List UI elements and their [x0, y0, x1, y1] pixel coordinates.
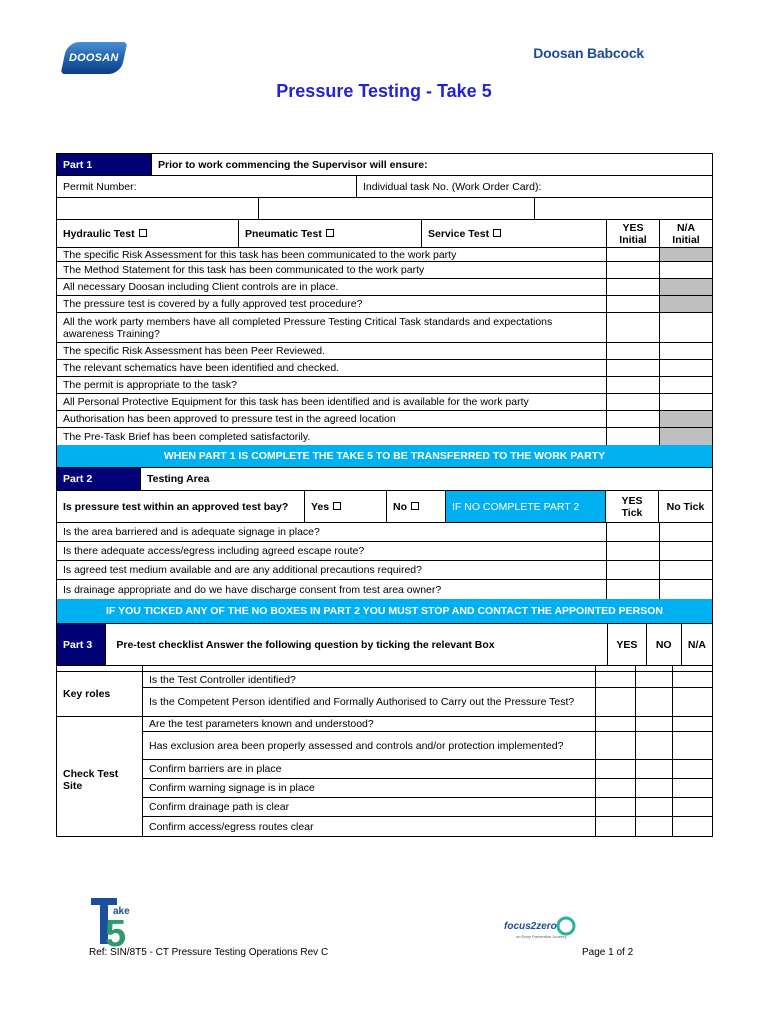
svg-text:5: 5 — [105, 913, 127, 948]
part2-item-row — [57, 580, 712, 599]
na-initial-cell[interactable] — [660, 360, 712, 376]
brand-name: Doosan Babcock — [533, 45, 644, 61]
na-cell[interactable] — [673, 817, 712, 836]
part3-header — [57, 624, 712, 666]
spacer — [636, 666, 673, 671]
no-cell[interactable] — [636, 688, 673, 716]
yes-cell[interactable] — [596, 760, 636, 778]
yes-tick-cell[interactable] — [607, 561, 660, 579]
part2-item-text: Is agreed test medium available and are any additional precautions required? — [57, 561, 607, 579]
yes-cell[interactable] — [596, 732, 636, 759]
part3-item-row — [143, 688, 712, 716]
part3-item-row — [143, 672, 712, 688]
na-cell[interactable] — [673, 798, 712, 816]
part2-header — [57, 468, 712, 491]
part2-item-text: Is the area barriered and is adequate signage in place? — [57, 523, 607, 541]
na-initial-cell — [660, 296, 712, 312]
part1-item-row — [57, 248, 712, 262]
yes-tick-header: YES Tick — [606, 491, 659, 522]
task-number-field[interactable] — [535, 198, 712, 219]
part3-item-row — [143, 817, 712, 836]
no-cell[interactable] — [636, 779, 673, 797]
part1-item-row — [57, 428, 712, 445]
focus2zero-logo — [504, 913, 576, 941]
yes-initial-cell[interactable] — [607, 428, 660, 445]
yes-cell[interactable] — [596, 672, 636, 687]
part1-item-row — [57, 411, 712, 428]
yes-cell[interactable] — [596, 798, 636, 816]
yes-label: Yes — [311, 500, 330, 513]
part1-item-row — [57, 279, 712, 296]
part2-item-row — [57, 523, 712, 542]
yes-tick-cell[interactable] — [607, 580, 660, 599]
part3-item-row — [143, 760, 712, 779]
na-cell[interactable] — [673, 672, 712, 687]
na-initial-cell[interactable] — [660, 262, 712, 278]
part3-heading: Pre-test checklist Answer the following question by ticking the relevant Box — [106, 624, 608, 665]
part2-items — [57, 523, 712, 599]
na-cell[interactable] — [673, 717, 712, 731]
no-cell[interactable] — [636, 760, 673, 778]
no-cell[interactable] — [636, 732, 673, 759]
yes-cell[interactable] — [596, 779, 636, 797]
part3-item-text: Is the Competent Person identified and Formally Authorised to Carry out the Pressure Test? — [143, 688, 596, 716]
part3-item-text: Are the test parameters known and understood? — [143, 717, 596, 731]
part3-label: Part 3 — [57, 624, 106, 665]
part1-item-text: The Pre-Task Brief has been completed satisfactorily. — [57, 428, 607, 445]
spacer — [673, 666, 712, 671]
spacer — [57, 666, 143, 671]
service-test-label: Service Test — [428, 227, 490, 240]
part1-label: Part 1 — [57, 154, 152, 175]
part3-item-row — [143, 798, 712, 817]
no-tick-cell[interactable] — [660, 542, 712, 560]
part1-item-text: The specific Risk Assessment has been Peer Reviewed. — [57, 343, 607, 359]
part1-item-row — [57, 313, 712, 343]
approved-bay-no[interactable] — [387, 491, 446, 522]
na-initial-cell[interactable] — [660, 394, 712, 410]
yes-initial-cell[interactable] — [607, 262, 660, 278]
part2-label: Part 2 — [57, 468, 141, 490]
yes-initial-cell[interactable] — [607, 360, 660, 376]
yes-cell[interactable] — [596, 717, 636, 731]
if-no-complete-part2: IF NO COMPLETE PART 2 — [446, 491, 606, 522]
no-tick-cell[interactable] — [660, 580, 712, 599]
yes-initial-cell[interactable] — [607, 313, 660, 342]
part1-items — [57, 248, 712, 445]
approved-bay-question: Is pressure test within an approved test bay? — [57, 491, 305, 522]
key-roles-label: Key roles — [57, 672, 143, 716]
part1-item-row — [57, 394, 712, 411]
no-cell[interactable] — [636, 672, 673, 687]
document-reference: Ref: SIN/8T5 - CT Pressure Testing Operations Rev C — [89, 947, 329, 958]
yes-initial-cell[interactable] — [607, 394, 660, 410]
part1-item-row — [57, 360, 712, 377]
part2-banner: IF YOU TICKED ANY OF THE NO BOXES IN PART 2 YOU MUST STOP AND CONTACT THE APPOINTED PERSON — [57, 599, 712, 623]
no-tick-cell[interactable] — [660, 561, 712, 579]
permit-row — [57, 176, 712, 198]
yes-initial-cell[interactable] — [607, 377, 660, 393]
na-initial-cell[interactable] — [660, 343, 712, 359]
focus2zero-logo-subtext: on Entry Prevention Journey — [516, 934, 567, 939]
checkbox-icon[interactable] — [493, 229, 501, 237]
na-cell[interactable] — [673, 760, 712, 778]
part3-item-row — [143, 717, 712, 732]
spacer — [596, 666, 636, 671]
no-cell[interactable] — [636, 717, 673, 731]
na-cell[interactable] — [673, 779, 712, 797]
permit-number-label: Permit Number: — [57, 176, 357, 197]
part2-item-row — [57, 561, 712, 580]
part1-header — [57, 154, 712, 176]
no-tick-header: No Tick — [666, 500, 705, 513]
part1-item-row — [57, 343, 712, 360]
approved-bay-row — [57, 491, 712, 523]
key-roles-items — [143, 672, 712, 716]
yes-initial-cell[interactable] — [607, 296, 660, 312]
yes-tick-cell[interactable] — [607, 542, 660, 560]
part1-item-row — [57, 262, 712, 279]
checkbox-icon[interactable] — [139, 229, 147, 237]
part3-item-text: Has exclusion area been properly assessed and controls and/or protection implemented? — [143, 732, 596, 759]
part1-item-text: All Personal Protective Equipment for this task has been identified and is available for the work party — [57, 394, 607, 410]
part3-item-text: Confirm warning signage is in place — [143, 779, 596, 797]
yes-cell[interactable] — [596, 817, 636, 836]
part1-item-row — [57, 296, 712, 313]
checkbox-icon[interactable] — [326, 229, 334, 237]
check-site-label: Check Test Site — [57, 717, 143, 836]
yes-initial-cell[interactable] — [607, 343, 660, 359]
na-cell[interactable] — [673, 732, 712, 759]
take5-form — [56, 153, 713, 837]
focus2zero-logo-text: focus2zero — [504, 921, 557, 932]
key-roles-group — [57, 672, 712, 717]
na-initial-cell[interactable] — [660, 377, 712, 393]
yes-tick-cell[interactable] — [607, 523, 660, 541]
part2-item-row — [57, 542, 712, 561]
part1-item-text: The pressure test is covered by a fully approved test procedure? — [57, 296, 607, 312]
permit-values-row — [57, 198, 712, 220]
checkbox-icon[interactable] — [333, 502, 341, 510]
page-number: Page 1 of 2 — [582, 947, 634, 958]
yes-initial-cell[interactable] — [607, 248, 660, 261]
hydraulic-test-option[interactable] — [57, 220, 239, 247]
yes-initial-cell[interactable] — [607, 411, 660, 427]
test-type-row — [57, 220, 712, 248]
permit-number-field[interactable] — [259, 198, 535, 219]
part3-item-row — [143, 779, 712, 798]
blank-cell — [57, 198, 259, 219]
na-initial-cell — [660, 248, 712, 261]
service-test-option[interactable] — [422, 220, 607, 247]
na-initial-cell — [660, 411, 712, 427]
part3-na-header: N/A — [687, 638, 707, 651]
yes-cell[interactable] — [596, 688, 636, 716]
document-title: Pressure Testing - Take 5 — [276, 81, 492, 101]
part1-banner: WHEN PART 1 IS COMPLETE THE TAKE 5 TO BE TRANSFERRED TO THE WORK PARTY — [57, 445, 712, 467]
part2-item-text: Is drainage appropriate and do we have discharge consent from test area owner? — [57, 580, 607, 599]
check-site-items — [143, 717, 712, 836]
yes-initial-cell[interactable] — [607, 279, 660, 295]
part1-item-text: All the work party members have all completed Pressure Testing Critical Task standards and expectations awareness Training? — [57, 313, 607, 342]
take5-logo-text: ake — [113, 906, 130, 917]
no-cell[interactable] — [636, 817, 673, 836]
part1-item-text: The Method Statement for this task has been communicated to the work party — [57, 262, 607, 278]
checkbox-icon[interactable] — [411, 502, 419, 510]
na-initial-header: N/A Initial — [672, 221, 700, 246]
part1-item-row — [57, 377, 712, 394]
part3-yes-header: YES — [608, 624, 646, 665]
take5-logo — [89, 896, 139, 948]
part3-item-text: Confirm access/egress routes clear — [143, 817, 596, 836]
pneumatic-test-label: Pneumatic Test — [245, 227, 322, 240]
part1-item-text: Authorisation has been approved to pressure test in the agreed location — [57, 411, 607, 427]
spacer — [143, 666, 596, 671]
approved-bay-yes[interactable] — [305, 491, 387, 522]
no-tick-cell[interactable] — [660, 523, 712, 541]
part1-banner-row — [57, 445, 712, 468]
doosan-logo-text: DOOSAN — [69, 52, 119, 64]
na-initial-cell[interactable] — [660, 313, 712, 342]
part2-banner-row — [57, 599, 712, 624]
na-initial-cell — [660, 428, 712, 445]
no-label: No — [393, 500, 407, 513]
part3-item-text: Confirm drainage path is clear — [143, 798, 596, 816]
check-site-group — [57, 717, 712, 836]
task-number-label: Individual task No. (Work Order Card): — [363, 180, 542, 193]
part1-heading: Prior to work commencing the Supervisor will ensure: — [158, 158, 428, 171]
part3-item-text: Is the Test Controller identified? — [143, 672, 596, 687]
part3-item-text: Confirm barriers are in place — [143, 760, 596, 778]
doosan-logo — [61, 42, 128, 74]
part1-item-text: The specific Risk Assessment for this task has been communicated to the work party — [57, 248, 607, 261]
part2-item-text: Is there adequate access/egress including agreed escape route? — [57, 542, 607, 560]
part1-item-text: All necessary Doosan including Client controls are in place. — [57, 279, 607, 295]
part2-heading: Testing Area — [147, 473, 210, 485]
hydraulic-test-label: Hydraulic Test — [63, 227, 135, 240]
part1-item-text: The relevant schematics have been identified and checked. — [57, 360, 607, 376]
na-initial-cell — [660, 279, 712, 295]
part3-item-row — [143, 732, 712, 760]
no-cell[interactable] — [636, 798, 673, 816]
part3-no-header: NO — [647, 624, 682, 665]
yes-initial-header: YES Initial — [607, 220, 660, 247]
pneumatic-test-option[interactable] — [239, 220, 422, 247]
na-cell[interactable] — [673, 688, 712, 716]
part1-item-text: The permit is appropriate to the task? — [57, 377, 607, 393]
